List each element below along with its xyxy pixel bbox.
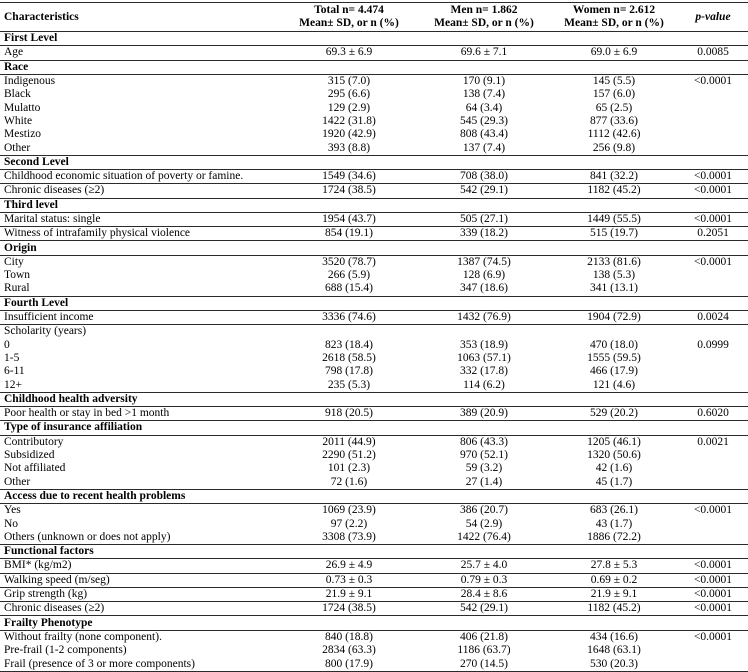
cell-total: 266 (5.9) xyxy=(327,269,371,282)
cell-pvalue xyxy=(678,101,748,114)
cell-men: 389 (20.9) xyxy=(460,407,508,420)
row-label: 0 xyxy=(4,338,10,351)
cell-women: 470 (18.0) xyxy=(590,338,638,351)
table-row xyxy=(0,449,748,462)
table-row xyxy=(0,644,748,657)
row-label: Pre-frail (1-2 components) xyxy=(4,644,127,657)
row-label: Rural xyxy=(4,282,30,295)
cell-men: 353 (18.9) xyxy=(460,338,508,351)
table-row xyxy=(0,531,748,545)
table-row xyxy=(0,101,748,114)
table-body xyxy=(0,32,748,672)
cell-pvalue: <0.0001 xyxy=(693,559,733,572)
header-women xyxy=(550,3,678,32)
cell-pvalue: <0.0001 xyxy=(693,184,733,197)
table-row xyxy=(0,476,748,490)
section-row xyxy=(0,489,748,503)
header-row xyxy=(0,3,748,32)
cell-women: 27.8 ± 5.3 xyxy=(590,559,638,572)
table-row xyxy=(0,559,748,573)
row-label: Frail (presence of 3 or more components) xyxy=(4,657,195,670)
table-row xyxy=(0,407,748,421)
cell-total: 1954 (43.7) xyxy=(322,213,376,225)
cell-total: 2834 (63.3) xyxy=(322,644,376,657)
cell-women: 1182 (45.2) xyxy=(587,184,641,197)
table-row xyxy=(0,365,748,378)
cell-men: 28.4 ± 8.6 xyxy=(460,588,508,601)
cell-women: 1205 (46.1) xyxy=(587,435,641,448)
cell-men: 545 (29.3) xyxy=(460,114,508,127)
section-label: Functional factors xyxy=(4,545,94,558)
cell-total: 393 (8.8) xyxy=(327,141,371,154)
header-total-line2: Mean± SD, or n (%) xyxy=(299,17,399,29)
cell-women: 1112 (42.6) xyxy=(587,128,641,141)
cell-total: 2290 (51.2) xyxy=(322,449,376,462)
table-row xyxy=(0,74,748,88)
cell-pvalue: <0.0001 xyxy=(693,170,733,183)
section-row xyxy=(0,544,748,558)
cell-total: 72 (1.6) xyxy=(330,475,368,488)
row-label: Insufficient income xyxy=(4,311,94,324)
table-row xyxy=(0,46,748,60)
cell-total: 688 (15.4) xyxy=(325,282,373,295)
cell-total: 800 (17.9) xyxy=(325,657,373,670)
cell-men: 128 (6.9) xyxy=(462,269,506,282)
table-row xyxy=(0,602,748,616)
cell-men: 1432 (76.9) xyxy=(457,311,511,324)
cell-men: 406 (21.8) xyxy=(460,630,508,643)
cell-pvalue: <0.0001 xyxy=(693,573,733,586)
row-label: Contributory xyxy=(4,435,64,448)
cell-women: 841 (32.2) xyxy=(590,170,638,183)
cell-total: 2618 (58.5) xyxy=(322,351,376,364)
cell-men: 708 (38.0) xyxy=(460,170,508,183)
cell-men: 386 (20.7) xyxy=(460,504,508,517)
cell-pvalue xyxy=(678,644,748,657)
cell-men: 542 (29.1) xyxy=(460,184,508,197)
section-label: Race xyxy=(4,60,29,73)
cell-women: 1449 (55.5) xyxy=(587,213,641,225)
table-row xyxy=(0,184,748,198)
table-row xyxy=(0,435,748,449)
cell-women: 45 (1.7) xyxy=(595,475,633,488)
cell-pvalue xyxy=(678,141,748,155)
row-label: Marital status: single xyxy=(4,213,101,225)
cell-women: 530 (20.3) xyxy=(590,657,638,670)
header-men xyxy=(418,3,550,32)
cell-pvalue xyxy=(678,115,748,128)
cell-pvalue xyxy=(678,449,748,462)
table-row xyxy=(0,227,748,241)
cell-women: 43 (1.7) xyxy=(595,517,633,530)
section-label: Frailty Phenotype xyxy=(4,616,93,629)
cell-men: 114 (6.2) xyxy=(463,378,505,391)
row-label: Childhood economic situation of poverty or famine. xyxy=(4,170,244,183)
cell-pvalue: 0.2051 xyxy=(697,227,729,240)
cell-pvalue: <0.0001 xyxy=(693,602,733,615)
section-row xyxy=(0,392,748,406)
row-label: Town xyxy=(4,269,31,282)
cell-pvalue xyxy=(678,657,748,671)
cell-men: 332 (17.8) xyxy=(460,365,508,378)
cell-women: 256 (9.8) xyxy=(592,141,636,154)
cell-pvalue: <0.0001 xyxy=(693,630,733,643)
row-label: 1-5 xyxy=(4,351,20,364)
cell-total xyxy=(280,325,418,339)
section-label: Origin xyxy=(4,241,37,254)
header-women-line1: Women n= 2.612 xyxy=(572,4,656,16)
header-men-line1: Men n= 1.862 xyxy=(450,4,518,16)
row-label: Chronic diseases (≥2) xyxy=(4,602,105,615)
cell-pvalue xyxy=(678,88,748,101)
cell-men: 138 (7.4) xyxy=(462,88,506,101)
table-row xyxy=(0,169,748,183)
row-label: No xyxy=(4,517,19,530)
cell-total: 26.9 ± 4.9 xyxy=(325,559,373,572)
section-label: Second Level xyxy=(4,155,69,168)
section-label: Access due to recent health problems xyxy=(4,489,186,502)
row-label: Walking speed (m/seg) xyxy=(4,573,110,586)
table-row xyxy=(0,462,748,475)
header-pvalue: p-value xyxy=(695,10,731,23)
cell-total: 101 (2.3) xyxy=(327,462,371,475)
cell-women: 0.69 ± 0.2 xyxy=(590,573,638,586)
cell-men: 54 (2.9) xyxy=(465,517,503,530)
section-row xyxy=(0,421,748,435)
row-label: Other xyxy=(4,141,31,154)
cell-total: 918 (20.5) xyxy=(325,407,373,420)
cell-men: 27 (1.4) xyxy=(465,475,503,488)
row-label: Scholarity (years) xyxy=(4,325,87,338)
table-row xyxy=(0,587,748,601)
table-row xyxy=(0,657,748,671)
cell-men: 1422 (76.4) xyxy=(457,530,511,543)
table-row xyxy=(0,573,748,587)
table-row xyxy=(0,282,748,296)
cell-women: 515 (19.7) xyxy=(590,227,638,240)
row-label: Grip strength (kg) xyxy=(4,588,88,601)
cell-women: 434 (16.6) xyxy=(590,630,638,643)
cell-women: 138 (5.3) xyxy=(592,269,636,282)
cell-women: 1648 (63.1) xyxy=(587,644,641,657)
cell-total: 1549 (34.6) xyxy=(322,170,376,183)
row-label: 12+ xyxy=(4,378,22,391)
cell-pvalue xyxy=(678,531,748,545)
cell-women: 65 (2.5) xyxy=(595,101,633,114)
cell-men: 1387 (74.5) xyxy=(457,255,511,268)
cell-pvalue: <0.0001 xyxy=(693,213,733,225)
cell-total: 3520 (78.7) xyxy=(322,255,376,268)
row-label: Other xyxy=(4,475,31,488)
cell-pvalue: <0.0001 xyxy=(693,75,733,88)
table-row xyxy=(0,325,748,339)
section-label: Fourth Level xyxy=(4,296,69,309)
table-row xyxy=(0,88,748,101)
cell-total: 295 (6.6) xyxy=(327,88,371,101)
cell-women: 1886 (72.2) xyxy=(587,530,641,543)
cell-pvalue: 0.0021 xyxy=(697,435,729,448)
cell-total: 3336 (74.6) xyxy=(322,311,376,324)
cell-total: 0.73 ± 0.3 xyxy=(325,573,373,586)
section-row xyxy=(0,241,748,255)
section-label: First Level xyxy=(4,32,58,45)
cell-men xyxy=(418,325,550,339)
header-women-line2: Mean± SD, or n (%) xyxy=(564,17,664,29)
cell-pvalue xyxy=(678,325,748,339)
row-label: White xyxy=(4,114,33,127)
cell-pvalue: 0.0085 xyxy=(697,46,729,59)
cell-men: 970 (52.1) xyxy=(460,449,508,462)
cell-total: 315 (7.0) xyxy=(327,75,371,88)
characteristics-table xyxy=(0,2,748,672)
section-row xyxy=(0,32,748,46)
section-row xyxy=(0,155,748,169)
cell-women: 466 (17.9) xyxy=(590,365,638,378)
cell-men: 25.7 ± 4.0 xyxy=(460,559,508,572)
cell-men: 69.6 ± 7.1 xyxy=(460,46,508,59)
cell-men: 170 (9.1) xyxy=(462,75,506,88)
cell-total: 21.9 ± 9.1 xyxy=(325,588,373,601)
cell-women xyxy=(550,325,678,339)
cell-women: 145 (5.5) xyxy=(592,75,636,88)
cell-women: 21.9 ± 9.1 xyxy=(590,588,638,601)
cell-total: 840 (18.8) xyxy=(325,630,373,643)
row-label: Without frailty (none component). xyxy=(4,630,162,643)
section-row xyxy=(0,296,748,310)
section-label: Type of insurance affiliation xyxy=(4,421,143,434)
cell-women: 69.0 ± 6.9 xyxy=(590,46,638,59)
cell-men: 1063 (57.1) xyxy=(457,351,511,364)
cell-women: 1182 (45.2) xyxy=(587,602,641,615)
table-row xyxy=(0,212,748,226)
table-row xyxy=(0,269,748,282)
cell-pvalue xyxy=(678,378,748,392)
cell-total: 798 (17.8) xyxy=(325,365,373,378)
cell-total: 1724 (38.5) xyxy=(322,184,376,197)
row-label: Mestizo xyxy=(4,128,42,141)
cell-pvalue xyxy=(678,352,748,365)
cell-pvalue xyxy=(678,517,748,530)
cell-pvalue xyxy=(678,269,748,282)
row-label: Yes xyxy=(4,504,21,517)
cell-total: 1422 (31.8) xyxy=(322,114,376,127)
cell-men: 806 (43.3) xyxy=(460,435,508,448)
cell-men: 59 (3.2) xyxy=(465,462,503,475)
cell-total: 97 (2.2) xyxy=(330,517,368,530)
cell-total: 854 (19.1) xyxy=(325,227,373,240)
cell-men: 347 (18.6) xyxy=(460,282,508,295)
cell-pvalue xyxy=(678,128,748,141)
cell-pvalue xyxy=(678,476,748,490)
table-row xyxy=(0,378,748,392)
cell-total: 1069 (23.9) xyxy=(322,504,376,517)
cell-total: 129 (2.9) xyxy=(327,101,371,114)
table-header xyxy=(0,3,748,32)
cell-total: 69.3 ± 6.9 xyxy=(325,46,373,59)
cell-total: 1920 (42.9) xyxy=(322,128,376,141)
header-men-line2: Mean± SD, or n (%) xyxy=(434,17,534,29)
row-label: Not affiliated xyxy=(4,462,66,475)
table-row xyxy=(0,115,748,128)
cell-pvalue: <0.0001 xyxy=(693,255,733,268)
cell-men: 339 (18.2) xyxy=(460,227,508,240)
cell-women: 1320 (50.6) xyxy=(587,449,641,462)
section-row xyxy=(0,616,748,630)
cell-total: 1724 (38.5) xyxy=(322,602,376,615)
cell-men: 64 (3.4) xyxy=(465,101,503,114)
row-label: Indigenous xyxy=(4,75,56,88)
cell-total: 3308 (73.9) xyxy=(322,530,376,543)
table-row xyxy=(0,630,748,644)
cell-pvalue: <0.0001 xyxy=(693,504,733,517)
cell-women: 1555 (59.5) xyxy=(587,351,641,364)
table-row xyxy=(0,141,748,155)
row-label: BMI* (kg/m2) xyxy=(4,559,72,572)
cell-men: 542 (29.1) xyxy=(460,602,508,615)
cell-pvalue: 0.6020 xyxy=(697,407,729,420)
row-label: Black xyxy=(4,88,31,101)
cell-pvalue xyxy=(678,282,748,296)
cell-pvalue xyxy=(678,365,748,378)
table-row xyxy=(0,255,748,269)
cell-men: 1186 (63.7) xyxy=(457,644,511,657)
cell-men: 808 (43.4) xyxy=(460,128,508,141)
cell-total: 235 (5.3) xyxy=(327,378,371,391)
row-label: City xyxy=(4,255,24,268)
cell-women: 1904 (72.9) xyxy=(587,311,641,324)
header-total xyxy=(280,3,418,32)
row-label: Witness of intrafamily physical violence xyxy=(4,227,191,240)
table-row xyxy=(0,310,748,324)
header-characteristics: Characteristics xyxy=(4,10,79,23)
cell-women: 877 (33.6) xyxy=(590,114,638,127)
cell-women: 157 (6.0) xyxy=(592,88,636,101)
table-row xyxy=(0,339,748,352)
table-row xyxy=(0,128,748,141)
section-row xyxy=(0,198,748,212)
table-row xyxy=(0,352,748,365)
row-label: Age xyxy=(4,46,24,59)
cell-women: 121 (4.6) xyxy=(592,378,636,391)
row-label: 6-11 xyxy=(4,365,25,378)
header-total-line1: Total n= 4.474 xyxy=(314,4,384,16)
cell-men: 137 (7.4) xyxy=(462,141,506,154)
cell-men: 270 (14.5) xyxy=(460,657,508,670)
cell-women: 683 (26.1) xyxy=(590,504,638,517)
section-label: Childhood health adversity xyxy=(4,392,138,405)
table-row xyxy=(0,504,748,518)
row-label: Poor health or stay in bed >1 month xyxy=(4,407,170,420)
cell-women: 42 (1.6) xyxy=(595,462,633,475)
cell-men: 0.79 ± 0.3 xyxy=(460,573,508,586)
cell-pvalue: 0.0024 xyxy=(697,311,729,324)
section-row xyxy=(0,60,748,74)
row-label: Others (unknown or does not apply) xyxy=(4,530,171,543)
cell-women: 529 (20.2) xyxy=(590,407,638,420)
row-label: Subsidized xyxy=(4,449,55,462)
row-label: Mulatto xyxy=(4,101,41,114)
cell-pvalue: <0.0001 xyxy=(693,588,733,601)
cell-total: 2011 (44.9) xyxy=(322,435,376,448)
cell-total: 823 (18.4) xyxy=(325,338,373,351)
row-label: Chronic diseases (≥2) xyxy=(4,184,105,197)
section-label: Third level xyxy=(4,198,58,211)
cell-women: 2133 (81.6) xyxy=(587,255,641,268)
table-row xyxy=(0,517,748,530)
cell-pvalue xyxy=(678,462,748,475)
cell-pvalue: 0.0999 xyxy=(697,338,729,351)
cell-women: 341 (13.1) xyxy=(590,282,638,295)
cell-men: 505 (27.1) xyxy=(460,213,508,225)
